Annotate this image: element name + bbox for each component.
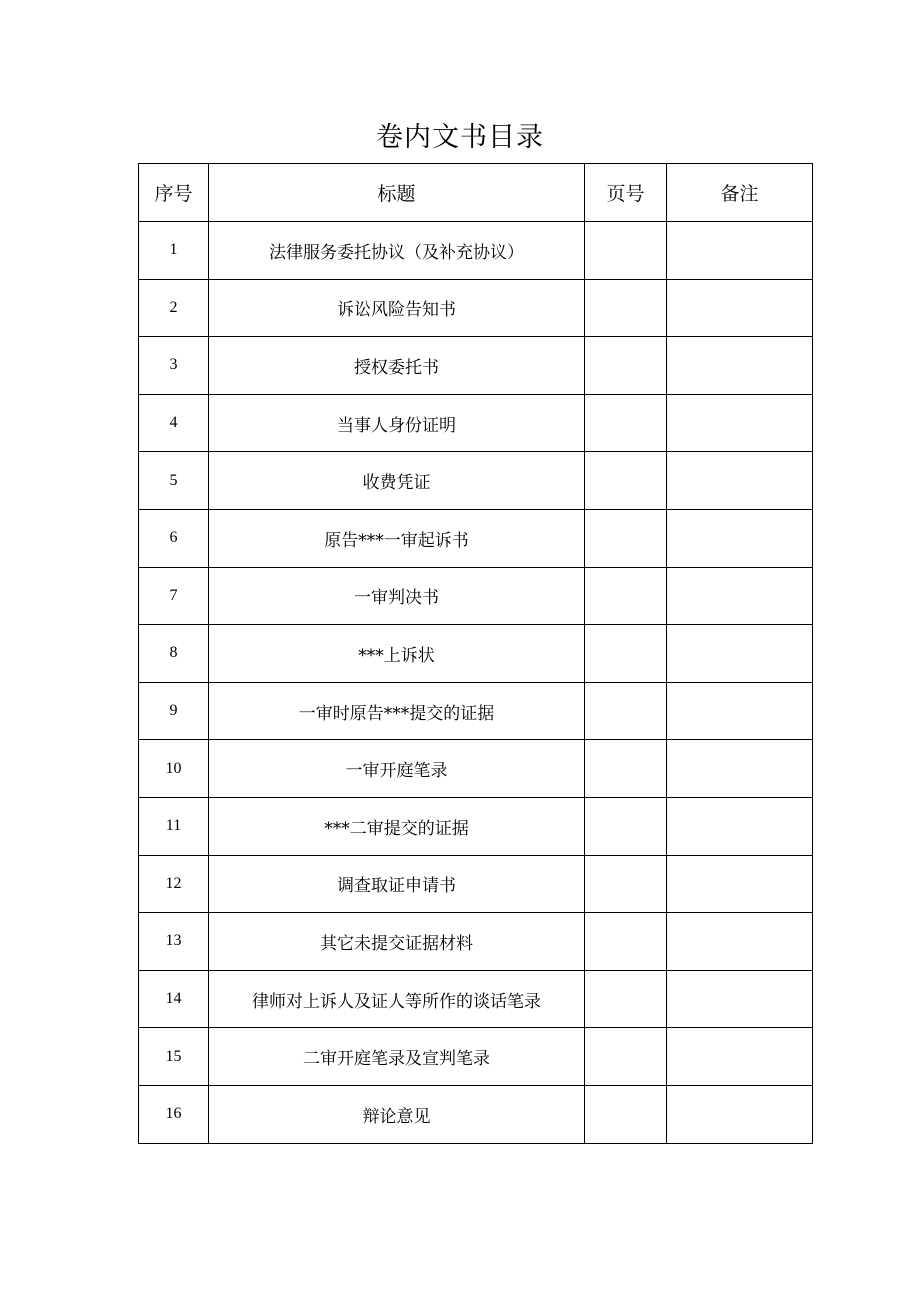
header-remarks: 备注 <box>667 164 813 222</box>
table-row <box>139 1028 813 1086</box>
row-title: 法律服务委托协议（及补充协议） <box>209 222 585 280</box>
row-title: 授权委托书 <box>209 337 585 395</box>
file-catalog-table <box>138 163 813 1144</box>
row-remarks <box>667 913 813 971</box>
row-title: ***二审提交的证据 <box>209 797 585 855</box>
row-page-number <box>585 855 667 913</box>
table-row <box>139 625 813 683</box>
row-serial-number: 7 <box>139 567 209 625</box>
row-title: 一审开庭笔录 <box>209 740 585 798</box>
row-title: 调查取证申请书 <box>209 855 585 913</box>
header-title: 标题 <box>209 164 585 222</box>
header-serial-number: 序号 <box>139 164 209 222</box>
table-row <box>139 452 813 510</box>
header-page-number: 页号 <box>585 164 667 222</box>
row-title: 诉讼风险告知书 <box>209 279 585 337</box>
row-serial-number: 15 <box>139 1028 209 1086</box>
row-serial-number: 16 <box>139 1085 209 1143</box>
row-title: ***上诉状 <box>209 625 585 683</box>
row-page-number <box>585 625 667 683</box>
row-serial-number: 8 <box>139 625 209 683</box>
table-row <box>139 913 813 971</box>
table-row <box>139 740 813 798</box>
row-serial-number: 5 <box>139 452 209 510</box>
row-remarks <box>667 1085 813 1143</box>
row-page-number <box>585 452 667 510</box>
row-remarks <box>667 337 813 395</box>
table-row <box>139 970 813 1028</box>
row-page-number <box>585 1028 667 1086</box>
row-remarks <box>667 509 813 567</box>
row-page-number <box>585 913 667 971</box>
table-row <box>139 1085 813 1143</box>
row-page-number <box>585 567 667 625</box>
row-remarks <box>667 279 813 337</box>
document-title: 卷内文书目录 <box>376 122 544 153</box>
table-row <box>139 682 813 740</box>
table-row <box>139 394 813 452</box>
row-serial-number: 11 <box>139 797 209 855</box>
table-row <box>139 855 813 913</box>
row-remarks <box>667 970 813 1028</box>
row-remarks <box>667 625 813 683</box>
row-remarks <box>667 222 813 280</box>
table-row <box>139 222 813 280</box>
row-serial-number: 13 <box>139 913 209 971</box>
row-page-number <box>585 740 667 798</box>
row-serial-number: 4 <box>139 394 209 452</box>
row-title: 其它未提交证据材料 <box>209 913 585 971</box>
row-remarks <box>667 740 813 798</box>
table-row <box>139 337 813 395</box>
row-remarks <box>667 567 813 625</box>
table-row <box>139 567 813 625</box>
row-page-number <box>585 222 667 280</box>
row-remarks <box>667 1028 813 1086</box>
row-page-number <box>585 682 667 740</box>
row-title: 辩论意见 <box>209 1085 585 1143</box>
row-page-number <box>585 337 667 395</box>
row-title: 原告***一审起诉书 <box>209 509 585 567</box>
row-title: 一审时原告***提交的证据 <box>209 682 585 740</box>
table-header-row <box>139 164 813 222</box>
row-serial-number: 6 <box>139 509 209 567</box>
row-page-number <box>585 394 667 452</box>
row-page-number <box>585 1085 667 1143</box>
row-serial-number: 2 <box>139 279 209 337</box>
row-serial-number: 12 <box>139 855 209 913</box>
row-title: 一审判决书 <box>209 567 585 625</box>
table-row <box>139 797 813 855</box>
row-remarks <box>667 452 813 510</box>
row-title: 当事人身份证明 <box>209 394 585 452</box>
row-page-number <box>585 509 667 567</box>
row-title: 收费凭证 <box>209 452 585 510</box>
row-title: 律师对上诉人及证人等所作的谈话笔录 <box>209 970 585 1028</box>
row-serial-number: 9 <box>139 682 209 740</box>
row-serial-number: 10 <box>139 740 209 798</box>
row-serial-number: 3 <box>139 337 209 395</box>
row-serial-number: 1 <box>139 222 209 280</box>
row-title: 二审开庭笔录及宣判笔录 <box>209 1028 585 1086</box>
row-remarks <box>667 682 813 740</box>
table-row <box>139 509 813 567</box>
row-remarks <box>667 394 813 452</box>
row-page-number <box>585 797 667 855</box>
row-remarks <box>667 797 813 855</box>
row-page-number <box>585 279 667 337</box>
row-serial-number: 14 <box>139 970 209 1028</box>
row-remarks <box>667 855 813 913</box>
row-page-number <box>585 970 667 1028</box>
table-row <box>139 279 813 337</box>
